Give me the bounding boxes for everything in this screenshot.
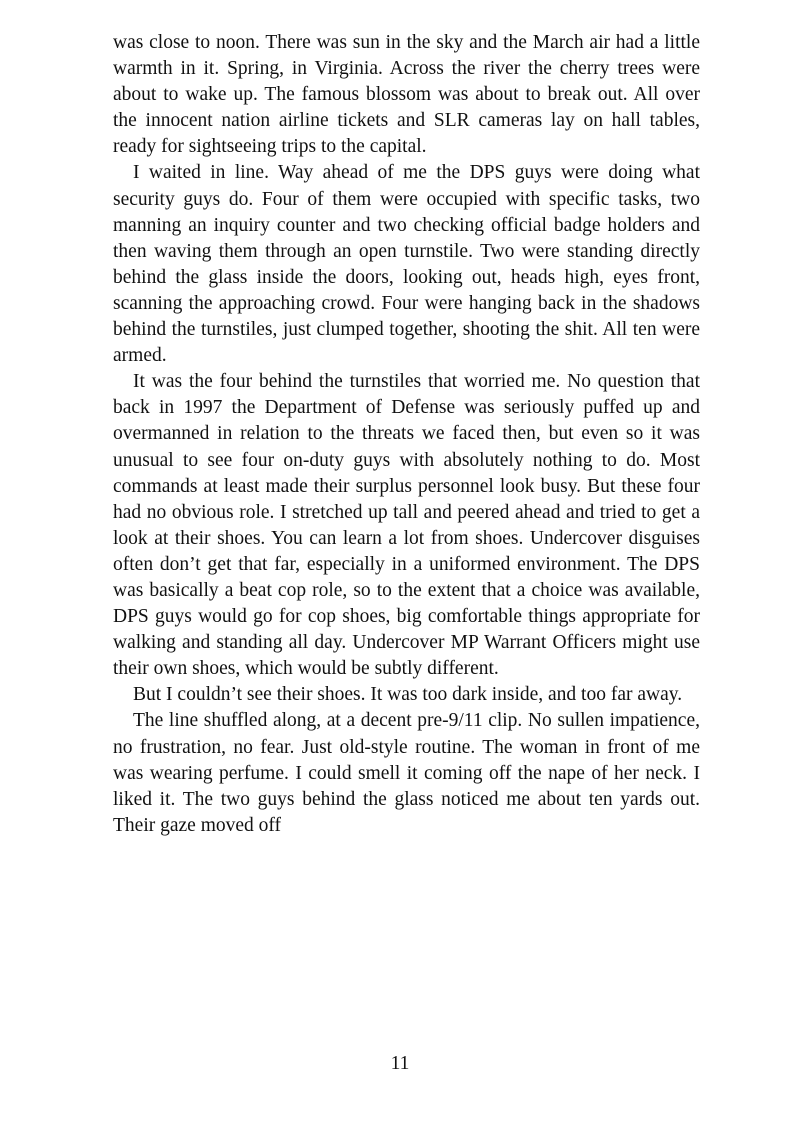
page-number: 11 bbox=[390, 1053, 410, 1074]
paragraph: But I couldn’t see their shoes. It was too dark inside, and too far away. bbox=[133, 684, 683, 706]
body-text bbox=[113, 30, 700, 839]
paragraph: was close to noon. There was sun in the sky and the March air had a little warmth in it. Spring, in Virginia. Across the river the cherry trees were about to wake up. The famous blossom was about to break out. All over the innocent nation airline tickets and SLR cameras lay on hall tables, ready for sightseeing trips to the capital. bbox=[113, 32, 700, 158]
paragraph: I waited in line. Way ahead of me the DPS guys were doing what security guys do. Four of them were occupied with specific tasks, two manning an inquiry counter and two checking official badge holders and then waving them through an open turnstile. Two were standing directly behind the glass inside the doors, looking out, heads high, eyes front, scanning the approaching crowd. Four were hanging back in the shadows behind the turnstiles, just clumped together, shooting the shit. All ten were armed. bbox=[113, 162, 700, 367]
paragraph: It was the four behind the turnstiles that worried me. No question that back in 1997 the Department of Defense was seriously puffed up and overmanned in relation to the threats we faced then, but even so it was unusual to see four on-duty guys with absolutely nothing to do. Most commands at least made their surplus personnel look busy. But these four had no obvious role. I stretched up tall and peered ahead and tried to get a look at their shoes. You can learn a lot from shoes. Undercover disguises often don’t get that far, especially in a uniformed environment. The DPS was basically a beat cop role, so to the extent that a choice was available, DPS guys would go for cop shoes, big comfortable things appropriate for walking and standing all day. Undercover MP Warrant Officers might use their own shoes, which would be subtly different. bbox=[113, 371, 700, 680]
paragraph: The line shuffled along, at a decent pre-9/11 clip. No sullen impatience, no frustration, no fear. Just old-style routine. The woman in front of me was wearing perfume. I could smell it coming off the nape of her neck. I liked it. The two guys behind the glass noticed me about ten yards out. Their gaze moved off bbox=[113, 710, 700, 836]
